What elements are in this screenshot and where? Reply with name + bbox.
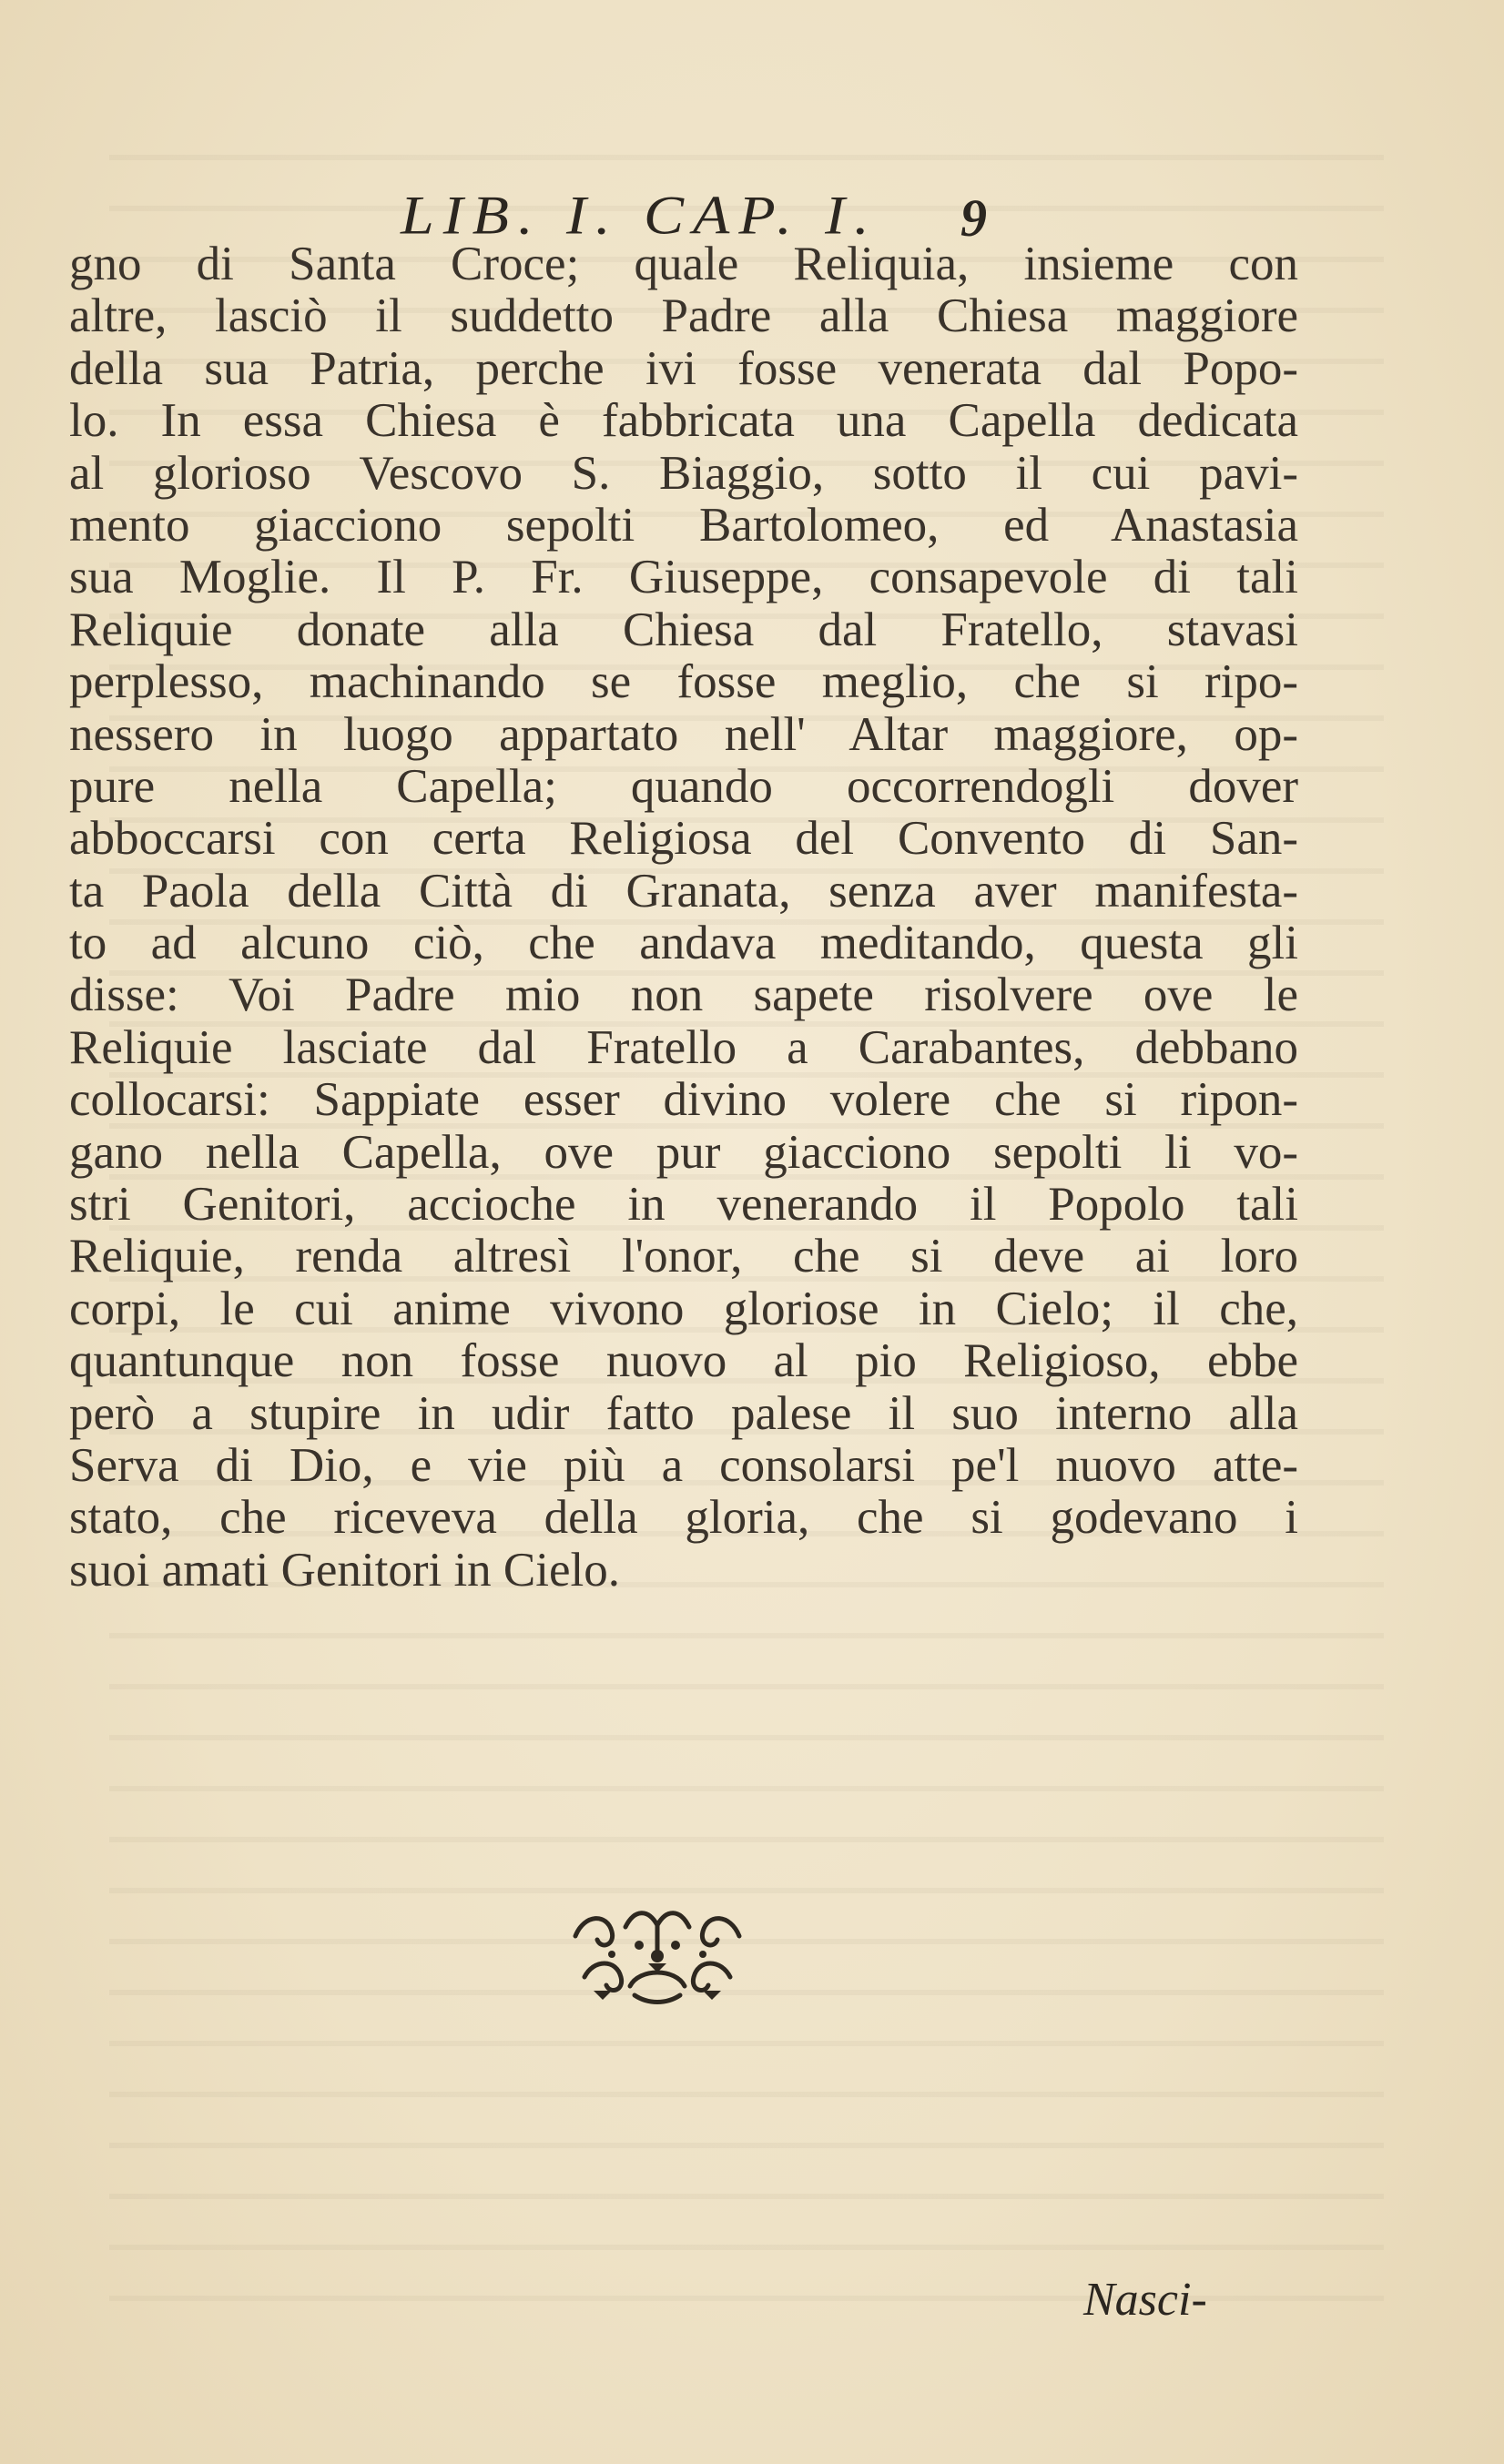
- catchword: Nasci-: [1083, 2274, 1207, 2326]
- body-text: [69, 238, 1298, 1597]
- text-line: gno di Santa Croce; quale Reliquia, insieme con: [69, 238, 1298, 290]
- text-line: Serva di Dio, e vie più a consolarsi pe'l nuovo atte-: [69, 1438, 1298, 1492]
- text-line: mento giacciono sepolti Bartolomeo, ed Anastasia: [69, 498, 1298, 552]
- text-line: to ad alcuno ciò, che andava meditando, questa gli: [69, 917, 1298, 970]
- text-line: nessero in luogo appartato nell' Altar maggiore, op-: [69, 707, 1298, 761]
- text-line-last: suoi amati Genitori in Cielo.: [69, 1543, 620, 1597]
- text-line: ta Paola della Città di Granata, senza aver manifesta-: [69, 864, 1298, 918]
- text-line: gano nella Capella, ove pur giacciono sepolti li vo-: [69, 1125, 1298, 1179]
- running-head: LIB. I. CAP. I.: [401, 184, 879, 247]
- text-line: al glorioso Vescovo S. Biaggio, sotto il cui pavi-: [69, 446, 1298, 500]
- text-line: lo. In essa Chiesa è fabbricata una Capella dedicata: [69, 394, 1298, 448]
- text-line: stri Genitori, accioche in venerando il Popolo tali: [69, 1178, 1298, 1232]
- text-line: della sua Patria, perche ivi fosse venerata dal Popo-: [69, 341, 1298, 395]
- page-number: 9: [960, 188, 987, 248]
- text-line: collocarsi: Sappiate esser divino volere che si ripon-: [69, 1073, 1298, 1127]
- text-line: Reliquie, renda altresì l'onor, che si deve ai loro: [69, 1230, 1298, 1283]
- text-line: quantunque non fosse nuovo al pio Religioso, ebbe: [69, 1334, 1298, 1388]
- text-line: altre, lasciò il suddetto Padre alla Chiesa maggiore: [69, 289, 1298, 343]
- text-line: disse: Voi Padre mio non sapete risolvere ove le: [69, 968, 1298, 1022]
- text-line: corpi, le cui anime vivono gloriose in Cielo; il che,: [69, 1282, 1298, 1335]
- text-line: stato, che riceveva della gloria, che si godevano i: [69, 1491, 1298, 1545]
- text-line: Reliquie lasciate dal Fratello a Carabantes, debbano: [69, 1020, 1298, 1074]
- text-line: abboccarsi con certa Religiosa del Convento di San-: [69, 812, 1298, 866]
- text-line: perplesso, machinando se fosse meglio, che si ripo-: [69, 655, 1298, 709]
- text-line: sua Moglie. Il P. Fr. Giuseppe, consapevole di tali: [69, 551, 1298, 604]
- text-line: Reliquie donate alla Chiesa dal Fratello, stavasi: [69, 603, 1298, 656]
- text-line: però a stupire in udir fatto palese il suo interno alla: [69, 1386, 1298, 1440]
- floral-tailpiece-icon: [557, 1900, 757, 2009]
- text-line: pure nella Capella; quando occorrendogli dover: [69, 759, 1298, 813]
